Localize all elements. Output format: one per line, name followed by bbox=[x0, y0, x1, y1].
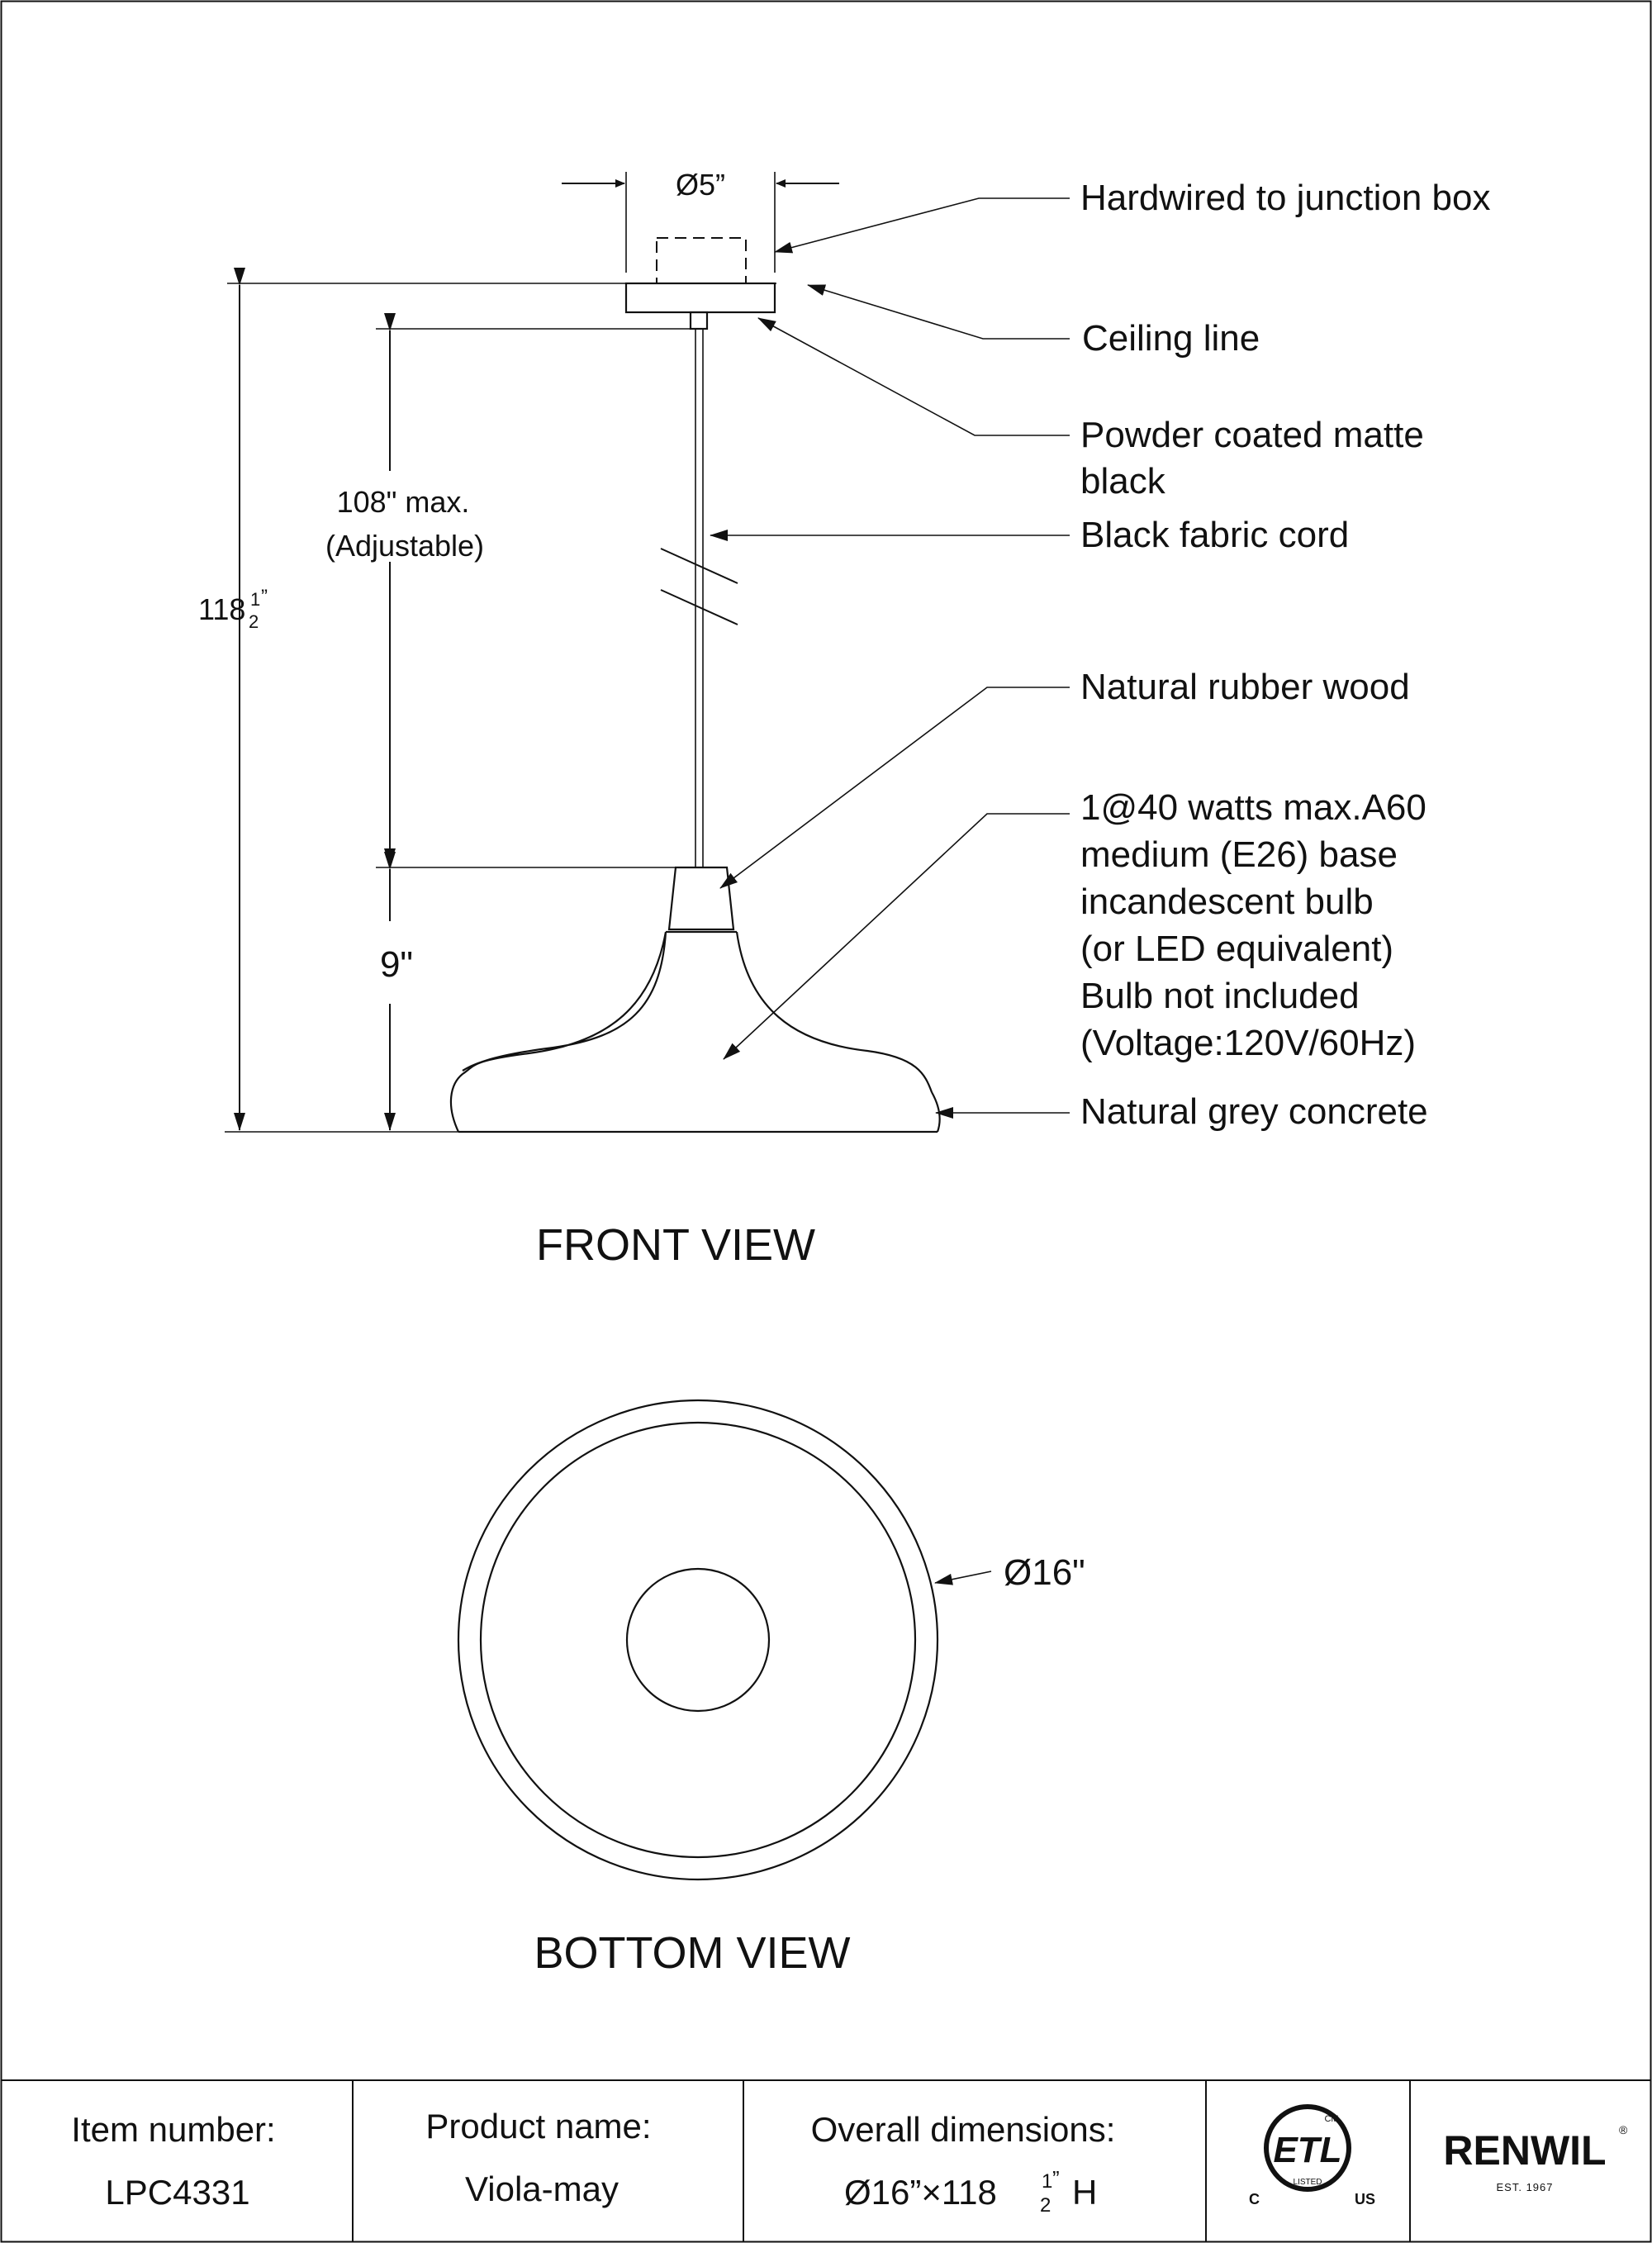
product-name-label: Product name: bbox=[425, 2107, 652, 2146]
shade-outer-rim bbox=[458, 1400, 938, 1879]
bottom-view bbox=[458, 1400, 1085, 1978]
brand-registered: ® bbox=[1619, 2123, 1628, 2136]
leader-socket-material bbox=[720, 687, 1070, 888]
bulb-line-4: (or LED equivalent) bbox=[1080, 929, 1394, 969]
bulb-line-3: incandescent bulb bbox=[1080, 882, 1374, 922]
concrete-shade bbox=[451, 932, 940, 1132]
shade-height-label: 9" bbox=[379, 944, 414, 985]
overall-height-label bbox=[198, 586, 268, 632]
overall-dims-label: Overall dimensions: bbox=[810, 2110, 1116, 2149]
overall-dims-fraction-den: 2 bbox=[1040, 2194, 1051, 2217]
bottom-view-title: BOTTOM VIEW bbox=[534, 1928, 851, 1978]
item-number-label: Item number: bbox=[71, 2110, 276, 2149]
canopy bbox=[626, 283, 775, 312]
leader-canopy-finish bbox=[758, 318, 1070, 435]
callout-shade-material: Natural grey concrete bbox=[1080, 1091, 1428, 1132]
etl-mark-listed: LISTED bbox=[1293, 2178, 1322, 2187]
callout-cord: Black fabric cord bbox=[1080, 515, 1350, 555]
leader-bulb bbox=[724, 814, 1070, 1059]
junction-box bbox=[657, 238, 746, 283]
callout-socket-material: Natural rubber wood bbox=[1080, 667, 1410, 707]
title-block bbox=[2, 2080, 1651, 2241]
brand-name: RENWIL bbox=[1443, 2127, 1607, 2174]
wood-socket-cup bbox=[669, 867, 733, 929]
brand-established: EST. 1967 bbox=[1496, 2181, 1554, 2193]
bulb-line-5: Bulb not included bbox=[1080, 976, 1360, 1016]
bulb-line-1: 1@40 watts max.A60 bbox=[1080, 787, 1427, 828]
shade-inner-rim bbox=[481, 1423, 915, 1857]
callout-junction-box: Hardwired to junction box bbox=[1080, 178, 1491, 218]
overall-height-inch-mark: ” bbox=[261, 586, 268, 608]
break-mark-lower bbox=[661, 590, 738, 625]
callout-canopy-finish-line1: Powder coated matte bbox=[1080, 415, 1424, 455]
leader-ceiling-line bbox=[808, 285, 1070, 339]
leader-shade-diameter bbox=[935, 1571, 991, 1583]
overall-dims-suffix: H bbox=[1072, 2173, 1098, 2212]
bulb-line-2: medium (E26) base bbox=[1080, 834, 1398, 875]
front-view-title: FRONT VIEW bbox=[535, 1220, 816, 1270]
callout-canopy-finish-line2: black bbox=[1080, 461, 1165, 501]
overall-dims-inch-mark: ” bbox=[1052, 2166, 1060, 2191]
leader-junction-box bbox=[775, 198, 1070, 252]
etl-mark-text: ETL bbox=[1273, 2130, 1342, 2170]
socket-opening bbox=[627, 1569, 769, 1711]
renwil-logo bbox=[1443, 2123, 1628, 2193]
front-view bbox=[198, 168, 940, 1270]
overall-height-fraction-den: 2 bbox=[249, 611, 259, 632]
cord-length-label: 108" max. bbox=[336, 485, 470, 519]
overall-dims-prefix: Ø16”×118 bbox=[844, 2173, 997, 2212]
callout-bulb bbox=[1080, 787, 1427, 1063]
overall-height-fraction-num: 1 bbox=[250, 589, 261, 610]
overall-dims-value bbox=[844, 2166, 1097, 2217]
canopy-diameter-label: Ø5” bbox=[675, 168, 726, 202]
cord-grip bbox=[691, 312, 707, 329]
overall-height-whole: 118 bbox=[198, 592, 246, 626]
overall-dims-fraction-num: 1 bbox=[1042, 2170, 1053, 2193]
bulb-line-6: (Voltage:120V/60Hz) bbox=[1080, 1023, 1417, 1063]
etl-listed-mark-icon bbox=[1249, 2107, 1375, 2207]
etl-mark-us: US bbox=[1355, 2191, 1376, 2207]
shade-diameter-label: Ø16" bbox=[1004, 1552, 1085, 1593]
etl-mark-cm: CM bbox=[1324, 2114, 1339, 2124]
break-mark-upper bbox=[661, 549, 738, 583]
etl-mark-c: C bbox=[1249, 2191, 1260, 2207]
item-number-value: LPC4331 bbox=[105, 2173, 250, 2212]
callouts bbox=[710, 178, 1490, 1132]
cord-length-note: (Adjustable) bbox=[325, 529, 485, 563]
callout-ceiling-line: Ceiling line bbox=[1082, 318, 1260, 359]
product-name-value: Viola-may bbox=[465, 2169, 619, 2208]
